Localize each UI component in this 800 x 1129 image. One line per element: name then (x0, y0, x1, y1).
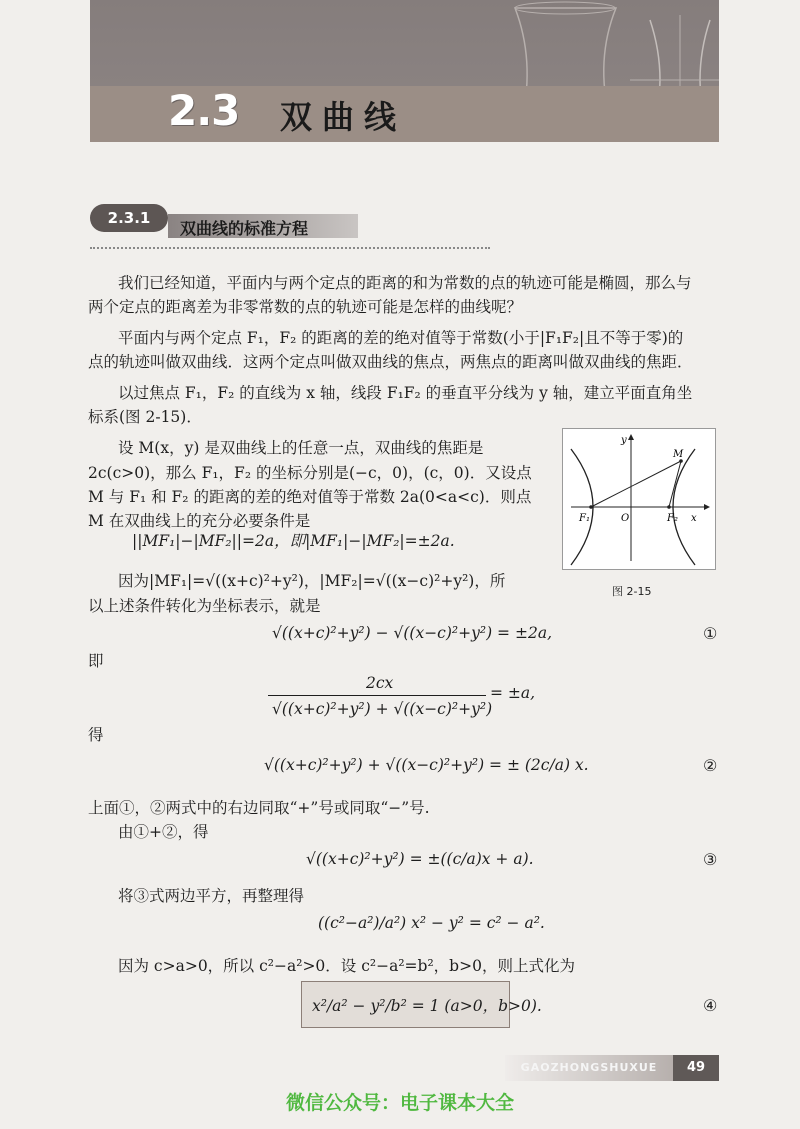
equation-3-number: ③ (703, 850, 718, 869)
paragraph-line: 上面①，②两式中的右边同取“+”号或同取“−”号. (88, 799, 430, 817)
paragraph-line: 得 (88, 726, 104, 744)
equation-4-number: ④ (703, 996, 718, 1015)
figure-2-15 (562, 428, 716, 570)
equation-1-number: ① (703, 624, 718, 643)
fraction-denominator: √((x+c)²+y²) + √((x−c)²+y²) (272, 700, 493, 718)
paragraph-line: 因为|MF₁|=√((x+c)²+y²)，|MF₂|=√((x−c)²+y²)，所 (118, 572, 506, 590)
section-number: 2.3 (168, 86, 240, 135)
fraction-numerator: 2cx (366, 674, 394, 692)
fraction-bar (268, 695, 486, 696)
paragraph-line: 标系(图 2-15)． (88, 408, 202, 426)
figure-caption: 图 2-15 (612, 585, 652, 598)
paragraph-line: 平面内与两个定点 F₁，F₂ 的距离的差的绝对值等于常数(小于|F₁F₂|且不等于零)的 (118, 329, 684, 347)
paragraph-line: 两个定点的距离差为非零常数的点的轨迹可能是怎样的曲线呢？ (88, 298, 523, 316)
paragraph-line: 以过焦点 F₁，F₂ 的直线为 x 轴，线段 F₁F₂ 的垂直平分线为 y 轴，建立平面直角坐 (118, 384, 693, 402)
equation-2-number: ② (703, 756, 718, 775)
equation-1: √((x+c)²+y²) − √((x−c)²+y²) = ±2a, (272, 624, 552, 642)
fraction-rhs: = ±a, (490, 684, 536, 702)
paragraph-line: 以上述条件转化为坐标表示，就是 (88, 597, 321, 615)
equation-4: x²/a² − y²/b² = 1 (a>0，b>0). (312, 997, 542, 1015)
paragraph-line: 即 (88, 652, 104, 670)
paragraph-line: 2c(c>0)，那么 F₁，F₂ 的坐标分别是(−c，0)，(c，0)．又设点 (88, 464, 532, 482)
watermark-text: 微信公众号：电子课本大全 (285, 1092, 514, 1114)
subsection-title: 双曲线的标准方程 (180, 219, 309, 238)
paragraph-line: 我们已经知道，平面内与两个定点的距离的和为常数的点的轨迹可能是椭圆，那么与 (118, 274, 692, 292)
point-m-label: M (673, 449, 684, 460)
paragraph-line: 点的轨迹叫做双曲线．这两个定点叫做双曲线的焦点，两焦点的距离叫做双曲线的焦距． (88, 353, 693, 371)
paragraph-line: M 在双曲线上的充分必要条件是 (88, 512, 311, 530)
section-title: 双曲线 (280, 98, 407, 136)
page-number: 49 (673, 1055, 719, 1081)
origin-label: O (621, 513, 630, 524)
paragraph-line: M 与 F₁ 和 F₂ 的距离的差的绝对值等于常数 2a(0<a<c)．则点 (88, 488, 532, 506)
subsection-divider (90, 247, 490, 249)
focus-f2-label: F₂ (667, 513, 678, 524)
equation-3: √((x+c)²+y²) = ±((c/a)x + a). (306, 850, 534, 868)
paragraph-line: 由①+②，得 (118, 823, 209, 841)
condition-equation: ||MF₁|−|MF₂||=2a，即|MF₁|−|MF₂|=±2a. (132, 532, 455, 550)
x-axis-label: x (691, 513, 697, 524)
squared-equation: ((c²−a²)/a²) x² − y² = c² − a². (318, 914, 545, 932)
equation-2: √((x+c)²+y²) + √((x−c)²+y²) = ± (2c/a) x. (264, 756, 589, 774)
paragraph-line: 设 M(x，y) 是双曲线上的任意一点，双曲线的焦距是 (118, 439, 484, 457)
hyperbola-diagram (563, 429, 715, 569)
y-axis-label: y (621, 435, 627, 446)
focus-f1-label: F₁ (579, 513, 590, 524)
paragraph-line: 因为 c>a>0，所以 c²−a²>0．设 c²−a²=b²，b>0，则上式化为 (118, 957, 575, 975)
footer-series-label: GAOZHONGSHUXUE (505, 1055, 673, 1081)
paragraph-line: 将③式两边平方，再整理得 (118, 887, 305, 905)
subsection-number: 2.3.1 (90, 204, 168, 232)
